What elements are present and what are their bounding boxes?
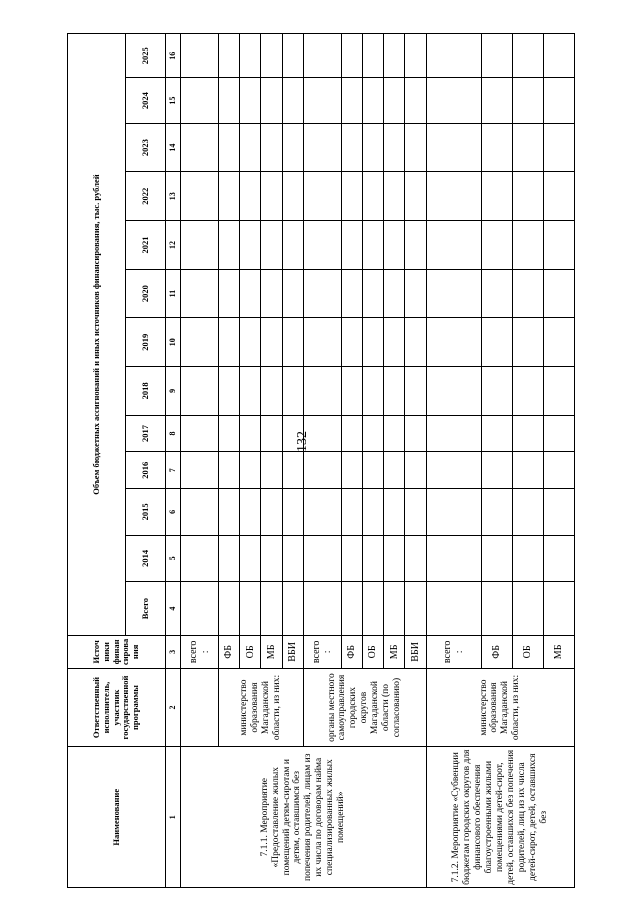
amount-cell [261,78,282,123]
amount-cell [282,269,303,318]
amount-cell [219,221,240,270]
amount-cell [482,78,513,123]
amount-cell [303,367,341,416]
funding-source: ФБ [219,636,240,668]
funding-source: МБ [384,636,405,668]
amount-cell [303,78,341,123]
amount-cell [384,535,405,581]
amount-cell [219,34,240,78]
amount-cell [282,34,303,78]
amount-cell [261,221,282,270]
amount-cell [363,123,384,172]
column-number: 12 [166,221,181,270]
amount-cell [426,269,481,318]
amount-cell [363,582,384,636]
amount-cell [261,318,282,367]
amount-cell [261,582,282,636]
amount-cell [261,123,282,172]
amount-cell [282,123,303,172]
amount-cell [240,415,261,452]
amount-cell [240,269,261,318]
amount-cell [181,172,219,221]
column-number: 8 [166,415,181,452]
amount-cell [513,318,544,367]
executor-name: органы местного самоуправления городских округов Магаданской области (по согласованию) [303,668,426,747]
amount-cell [405,535,426,581]
funding-source: МБ [543,636,574,668]
header-year: 2019 [126,318,166,367]
amount-cell [405,452,426,489]
funding-source: всего : [426,636,481,668]
amount-cell [219,489,240,535]
amount-cell [282,221,303,270]
amount-cell [543,415,574,452]
amount-cell [543,452,574,489]
amount-cell [240,489,261,535]
amount-cell [482,582,513,636]
amount-cell [303,123,341,172]
funding-source: МБ [261,636,282,668]
amount-cell [405,489,426,535]
amount-cell [426,452,481,489]
amount-cell [543,489,574,535]
amount-cell [341,34,362,78]
amount-cell [384,172,405,221]
funding-source: ОБ [363,636,384,668]
amount-cell [513,582,544,636]
amount-cell [181,535,219,581]
amount-cell [303,535,341,581]
amount-cell [405,367,426,416]
amount-cell [219,535,240,581]
amount-cell [282,318,303,367]
amount-cell [426,582,481,636]
page-number: 132 [295,431,310,452]
header-source: Источники финансирования [68,636,166,668]
amount-cell [482,172,513,221]
amount-cell [482,34,513,78]
rotated-table-wrapper [67,33,575,888]
column-number: 10 [166,318,181,367]
header-year: 2025 [126,34,166,78]
amount-cell [282,489,303,535]
amount-cell [219,269,240,318]
amount-cell [513,78,544,123]
amount-cell [426,34,481,78]
executor-name: министерство образования Магаданской области, из них: [426,668,574,747]
amount-cell [303,318,341,367]
amount-cell [261,452,282,489]
header-year: 2018 [126,367,166,416]
header-year: 2014 [126,535,166,581]
amount-cell [543,367,574,416]
amount-cell [543,78,574,123]
amount-cell [543,172,574,221]
amount-cell [543,221,574,270]
amount-cell [426,415,481,452]
amount-cell [240,535,261,581]
column-number: 11 [166,269,181,318]
table-row [426,34,481,888]
amount-cell [240,318,261,367]
amount-cell [303,172,341,221]
funding-source: ВБИ [282,636,303,668]
amount-cell [482,415,513,452]
amount-cell [482,489,513,535]
amount-cell [426,367,481,416]
amount-cell [426,221,481,270]
amount-cell [303,269,341,318]
amount-cell [341,367,362,416]
amount-cell [303,582,341,636]
amount-cell [384,221,405,270]
amount-cell [482,452,513,489]
amount-cell [384,489,405,535]
financing-table [67,33,575,888]
header-name: Наименование [68,747,166,888]
amount-cell [303,34,341,78]
amount-cell [261,489,282,535]
amount-cell [341,78,362,123]
amount-cell [426,78,481,123]
amount-cell [219,78,240,123]
amount-cell [282,535,303,581]
amount-cell [219,452,240,489]
amount-cell [513,221,544,270]
amount-cell [261,172,282,221]
amount-cell [363,78,384,123]
amount-cell [181,452,219,489]
amount-cell [384,582,405,636]
column-number: 13 [166,172,181,221]
amount-cell [240,34,261,78]
header-total: Всего [126,582,166,636]
amount-cell [240,123,261,172]
amount-cell [426,172,481,221]
amount-cell [363,489,384,535]
amount-cell [282,367,303,416]
amount-cell [181,582,219,636]
amount-cell [341,582,362,636]
amount-cell [181,221,219,270]
activity-name: 7.1.2. Мероприятие «Субвенции бюджетам городских округов для финансового обеспечения благоустроенными жилыми помещениями детей-сирот, детей, оставшихся без попечения родителей, лиц из их числа детей-сирот, детей, оставшихся без [426,747,574,888]
amount-cell [261,269,282,318]
header-year: 2017 [126,415,166,452]
amount-cell [363,34,384,78]
funding-source: ОБ [513,636,544,668]
amount-cell [181,318,219,367]
column-number: 6 [166,489,181,535]
amount-cell [482,269,513,318]
column-number: 15 [166,78,181,123]
amount-cell [261,34,282,78]
funding-source: ФБ [341,636,362,668]
column-number: 14 [166,123,181,172]
amount-cell [513,172,544,221]
executor-name [181,668,219,747]
amount-cell [363,172,384,221]
amount-cell [363,269,384,318]
amount-cell [405,269,426,318]
amount-cell [543,318,574,367]
amount-cell [384,78,405,123]
amount-cell [513,269,544,318]
amount-cell [384,123,405,172]
amount-cell [513,489,544,535]
amount-cell [482,535,513,581]
amount-cell [219,582,240,636]
amount-cell [219,415,240,452]
amount-cell [303,415,341,452]
amount-cell [282,78,303,123]
amount-cell [384,34,405,78]
amount-cell [341,123,362,172]
amount-cell [384,318,405,367]
header-year: 2022 [126,172,166,221]
amount-cell [363,221,384,270]
amount-cell [482,221,513,270]
header-year: 2020 [126,269,166,318]
amount-cell [426,535,481,581]
amount-cell [363,367,384,416]
amount-cell [482,367,513,416]
amount-cell [219,172,240,221]
amount-cell [543,269,574,318]
amount-cell [405,318,426,367]
amount-cell [282,172,303,221]
header-year: 2024 [126,78,166,123]
amount-cell [384,367,405,416]
header-year: 2021 [126,221,166,270]
header-year: 2023 [126,123,166,172]
amount-cell [543,123,574,172]
amount-cell [181,489,219,535]
amount-cell [513,415,544,452]
funding-source: всего : [303,636,341,668]
amount-cell [341,535,362,581]
amount-cell [261,367,282,416]
amount-cell [341,489,362,535]
column-number: 7 [166,452,181,489]
amount-cell [426,123,481,172]
amount-cell [240,78,261,123]
amount-cell [240,172,261,221]
amount-cell [426,318,481,367]
amount-cell [405,221,426,270]
amount-cell [543,34,574,78]
amount-cell [219,123,240,172]
amount-cell [513,123,544,172]
header-year: 2016 [126,452,166,489]
amount-cell [341,269,362,318]
amount-cell [181,269,219,318]
table-row [181,34,219,888]
amount-cell [181,34,219,78]
amount-cell [513,34,544,78]
amount-cell [384,452,405,489]
amount-cell [219,367,240,416]
amount-cell [341,221,362,270]
amount-cell [543,535,574,581]
amount-cell [384,269,405,318]
amount-cell [341,318,362,367]
amount-cell [261,535,282,581]
amount-cell [482,123,513,172]
amount-cell [482,318,513,367]
amount-cell [341,172,362,221]
amount-cell [513,535,544,581]
column-number: 5 [166,535,181,581]
column-number: 16 [166,34,181,78]
amount-cell [543,582,574,636]
funding-source: ФБ [482,636,513,668]
funding-source: ВБИ [405,636,426,668]
amount-cell [363,535,384,581]
amount-cell [240,582,261,636]
amount-cell [240,221,261,270]
amount-cell [240,452,261,489]
amount-cell [303,221,341,270]
column-number: 3 [166,636,181,668]
amount-cell [181,415,219,452]
amount-cell [181,123,219,172]
amount-cell [303,452,341,489]
activity-name: 7.1.1. Мероприятие «Предоставление жилых помещений детям-сиротам и детям, оставшимся без попечения родителей, лицам из их числа по договорам найма специализированных жилых помещений» [181,747,427,888]
amount-cell [181,367,219,416]
amount-cell [282,415,303,452]
column-number: 2 [166,668,181,747]
amount-cell [405,78,426,123]
amount-cell [384,415,405,452]
amount-cell [363,318,384,367]
amount-cell [426,489,481,535]
funding-source: ОБ [240,636,261,668]
column-number: 4 [166,582,181,636]
amount-cell [405,582,426,636]
header-volume: Объем бюджетных ассигнований и иных источников финансирования, тыс. рублей [68,34,126,636]
amount-cell [261,415,282,452]
amount-cell [363,415,384,452]
column-number: 9 [166,367,181,416]
header-executor: Ответственный исполнитель, участник государственной программы [68,668,166,747]
amount-cell [341,452,362,489]
amount-cell [341,415,362,452]
amount-cell [219,318,240,367]
amount-cell [303,489,341,535]
header-year: 2015 [126,489,166,535]
amount-cell [405,123,426,172]
amount-cell [405,34,426,78]
amount-cell [405,415,426,452]
amount-cell [405,172,426,221]
amount-cell [513,452,544,489]
executor-name: министерство образования Магаданской области, из них: [219,668,304,747]
amount-cell [513,367,544,416]
amount-cell [181,78,219,123]
amount-cell [240,367,261,416]
amount-cell [282,582,303,636]
amount-cell [363,452,384,489]
funding-source: всего : [181,636,219,668]
amount-cell [282,452,303,489]
column-number: 1 [166,747,181,888]
